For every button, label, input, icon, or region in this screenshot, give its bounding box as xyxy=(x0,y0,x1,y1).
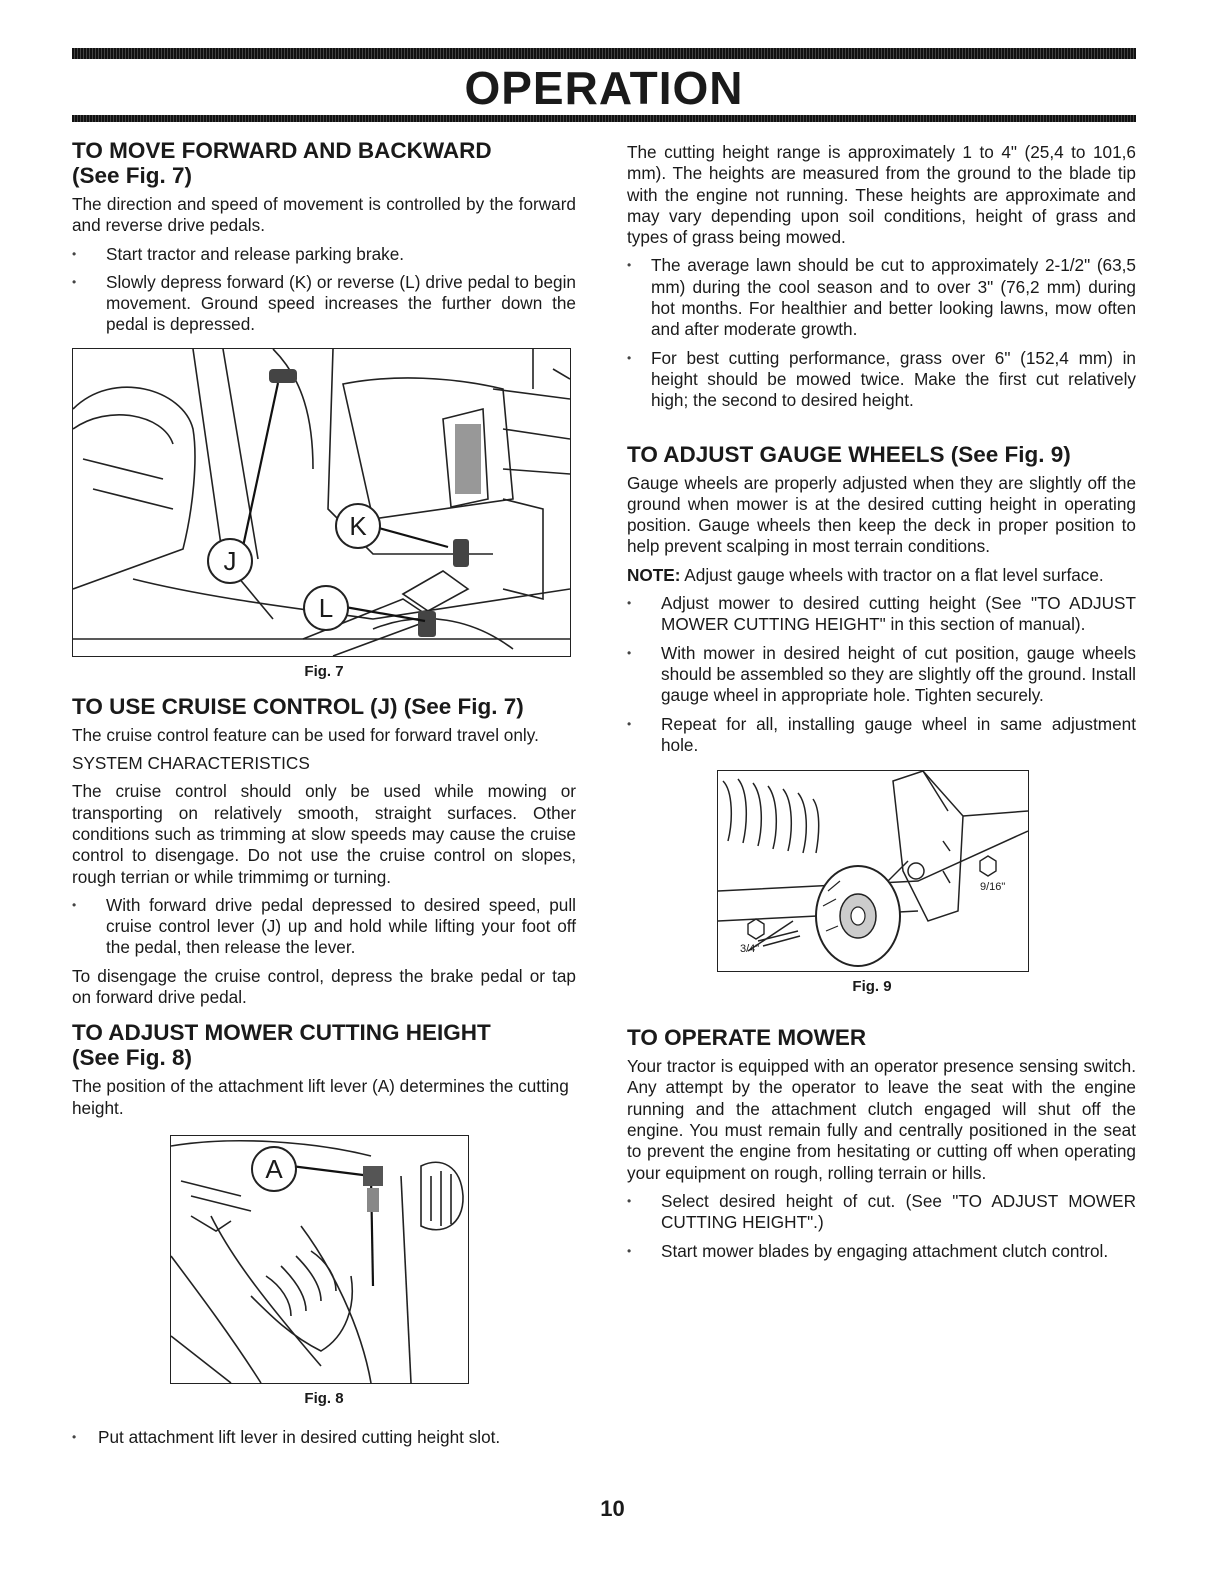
cruise-subheading: SYSTEM CHARACTERISTICS xyxy=(72,753,310,774)
list-item: • With mower in desired height of cut position, gauge wheels should be assembled so they are slightly off the ground. Install gauge wheel in appropriate hole. Tighten securely. xyxy=(627,643,1136,707)
figure-7-caption: Fig. 7 xyxy=(304,662,344,680)
list-item: • Adjust mower to desired cutting height (See "TO ADJUST MOWER CUTTING HEIGHT" in this section of manual). xyxy=(627,593,1136,636)
move-heading-line1: TO MOVE FORWARD AND BACKWARD xyxy=(72,138,492,163)
page-number: 10 xyxy=(600,1496,625,1521)
move-bullets xyxy=(72,244,576,336)
list-item: • Start tractor and release parking brake. xyxy=(72,244,576,265)
figure-8 xyxy=(170,1135,469,1384)
header-rule-bottom xyxy=(72,115,1136,122)
figure-8-illustration xyxy=(171,1136,468,1383)
cruise-body: The cruise control should only be used while mowing or transporting on relatively smooth, straight surfaces. Other conditions such as trimming at slow speeds may cause the cruise control to disengage. Do not use the cruise control on slopes, rough terrian or while trimmimg or turning. xyxy=(72,781,576,887)
move-intro: The direction and speed of movement is controlled by the forward and reverse drive pedals. xyxy=(72,194,576,236)
section-heading-gauge: TO ADJUST GAUGE WHEELS (See Fig. 9) xyxy=(627,441,1071,467)
page-title: OPERATION xyxy=(464,62,744,114)
right-column xyxy=(627,138,1136,1269)
callout-l: L xyxy=(303,585,349,631)
gauge-intro: Gauge wheels are properly adjusted when they are slightly off the ground when mower is at the desired cutting height in operating position. Gauge wheels then keep the deck in proper position to help prevent scalping in most terrain conditions. xyxy=(627,472,1136,557)
section-heading-move xyxy=(72,138,576,188)
list-item: • Slowly depress forward (K) or reverse (L) drive pedal to begin movement. Ground speed increases the further down the pedal is depressed. xyxy=(72,272,576,336)
list-item: • With forward drive pedal depressed to desired speed, pull cruise control lever (J) up and hold while lifting your foot off the pedal, then release the lever. xyxy=(72,895,576,959)
move-heading-line2: (See Fig. 7) xyxy=(72,163,193,188)
cruise-outro: To disengage the cruise control, depress the brake pedal or tap on forward drive pedal. xyxy=(72,965,576,1008)
height-bullets xyxy=(72,1427,576,1448)
callout-j: J xyxy=(207,538,253,584)
header-rule-top xyxy=(72,48,1136,59)
gauge-note xyxy=(627,565,1136,586)
label-9-16: 9/16" xyxy=(980,881,1006,894)
list-item: • Start mower blades by engaging attachment clutch control. xyxy=(627,1241,1136,1262)
callout-a: A xyxy=(251,1146,297,1192)
list-item: • For best cutting performance, grass over 6" (152,4 mm) in height should be mowed twice. Make the first cut relatively high; the second to desired height. xyxy=(627,348,1136,412)
height-heading-line2: (See Fig. 8) xyxy=(72,1045,193,1071)
section-heading-operate: TO OPERATE MOWER xyxy=(627,1025,867,1051)
label-3-4: 3/4" xyxy=(740,943,760,956)
section-heading-cruise: TO USE CRUISE CONTROL (J) (See Fig. 7) xyxy=(72,693,524,719)
operate-bullets xyxy=(627,1191,1136,1262)
figure-8-caption: Fig. 8 xyxy=(304,1389,344,1407)
operate-intro: Your tractor is equipped with an operator presence sensing switch. Any attempt by the operator to leave the seat with the engine running and the attachment clutch engaged will shut off the engine. You must remain fully and centrally positioned in the seat to prevent the engine from hesitating or cutting off when operating your equipment on rough, rolling terrain or hills. xyxy=(627,1056,1136,1183)
figure-9-caption: Fig. 9 xyxy=(852,978,892,996)
height-intro: The position of the attachment lift lever (A) determines the cutting height. xyxy=(72,1076,569,1118)
callout-k: K xyxy=(335,503,381,549)
list-item: • Select desired height of cut. (See "TO ADJUST MOWER CUTTING HEIGHT".) xyxy=(627,1191,1136,1234)
note-label: NOTE: xyxy=(627,564,681,585)
left-column xyxy=(72,138,576,1455)
range-intro: The cutting height range is approximately 1 to 4" (25,4 to 101,6 mm). The heights are measured from the ground to the blade tip with the engine not running. These heights are approximate and may vary depending upon soil conditions, height of grass and types of grass being mowed. xyxy=(627,142,1136,248)
list-item: • Repeat for all, installing gauge wheel in same adjustment hole. xyxy=(627,714,1136,757)
figure-9-illustration xyxy=(718,771,1028,971)
list-item: • Put attachment lift lever in desired cutting height slot. xyxy=(72,1427,576,1448)
figure-7 xyxy=(72,348,571,657)
section-heading-height xyxy=(72,1020,576,1070)
cruise-intro: The cruise control feature can be used for forward travel only. xyxy=(72,724,539,745)
list-item: • The average lawn should be cut to approximately 2-1/2" (63,5 mm) during the cool season and to over 3" (76,2 mm) during hot months. For healthier and better looking lawns, mow often and after moderate growth. xyxy=(627,255,1136,340)
height-heading-line1: TO ADJUST MOWER CUTTING HEIGHT xyxy=(72,1020,491,1046)
figure-9 xyxy=(717,770,1029,972)
gauge-bullets xyxy=(627,593,1136,756)
range-bullets xyxy=(627,255,1136,411)
note-text: Adjust gauge wheels with tractor on a flat level surface. xyxy=(680,564,1104,585)
cruise-bullets xyxy=(72,895,576,959)
